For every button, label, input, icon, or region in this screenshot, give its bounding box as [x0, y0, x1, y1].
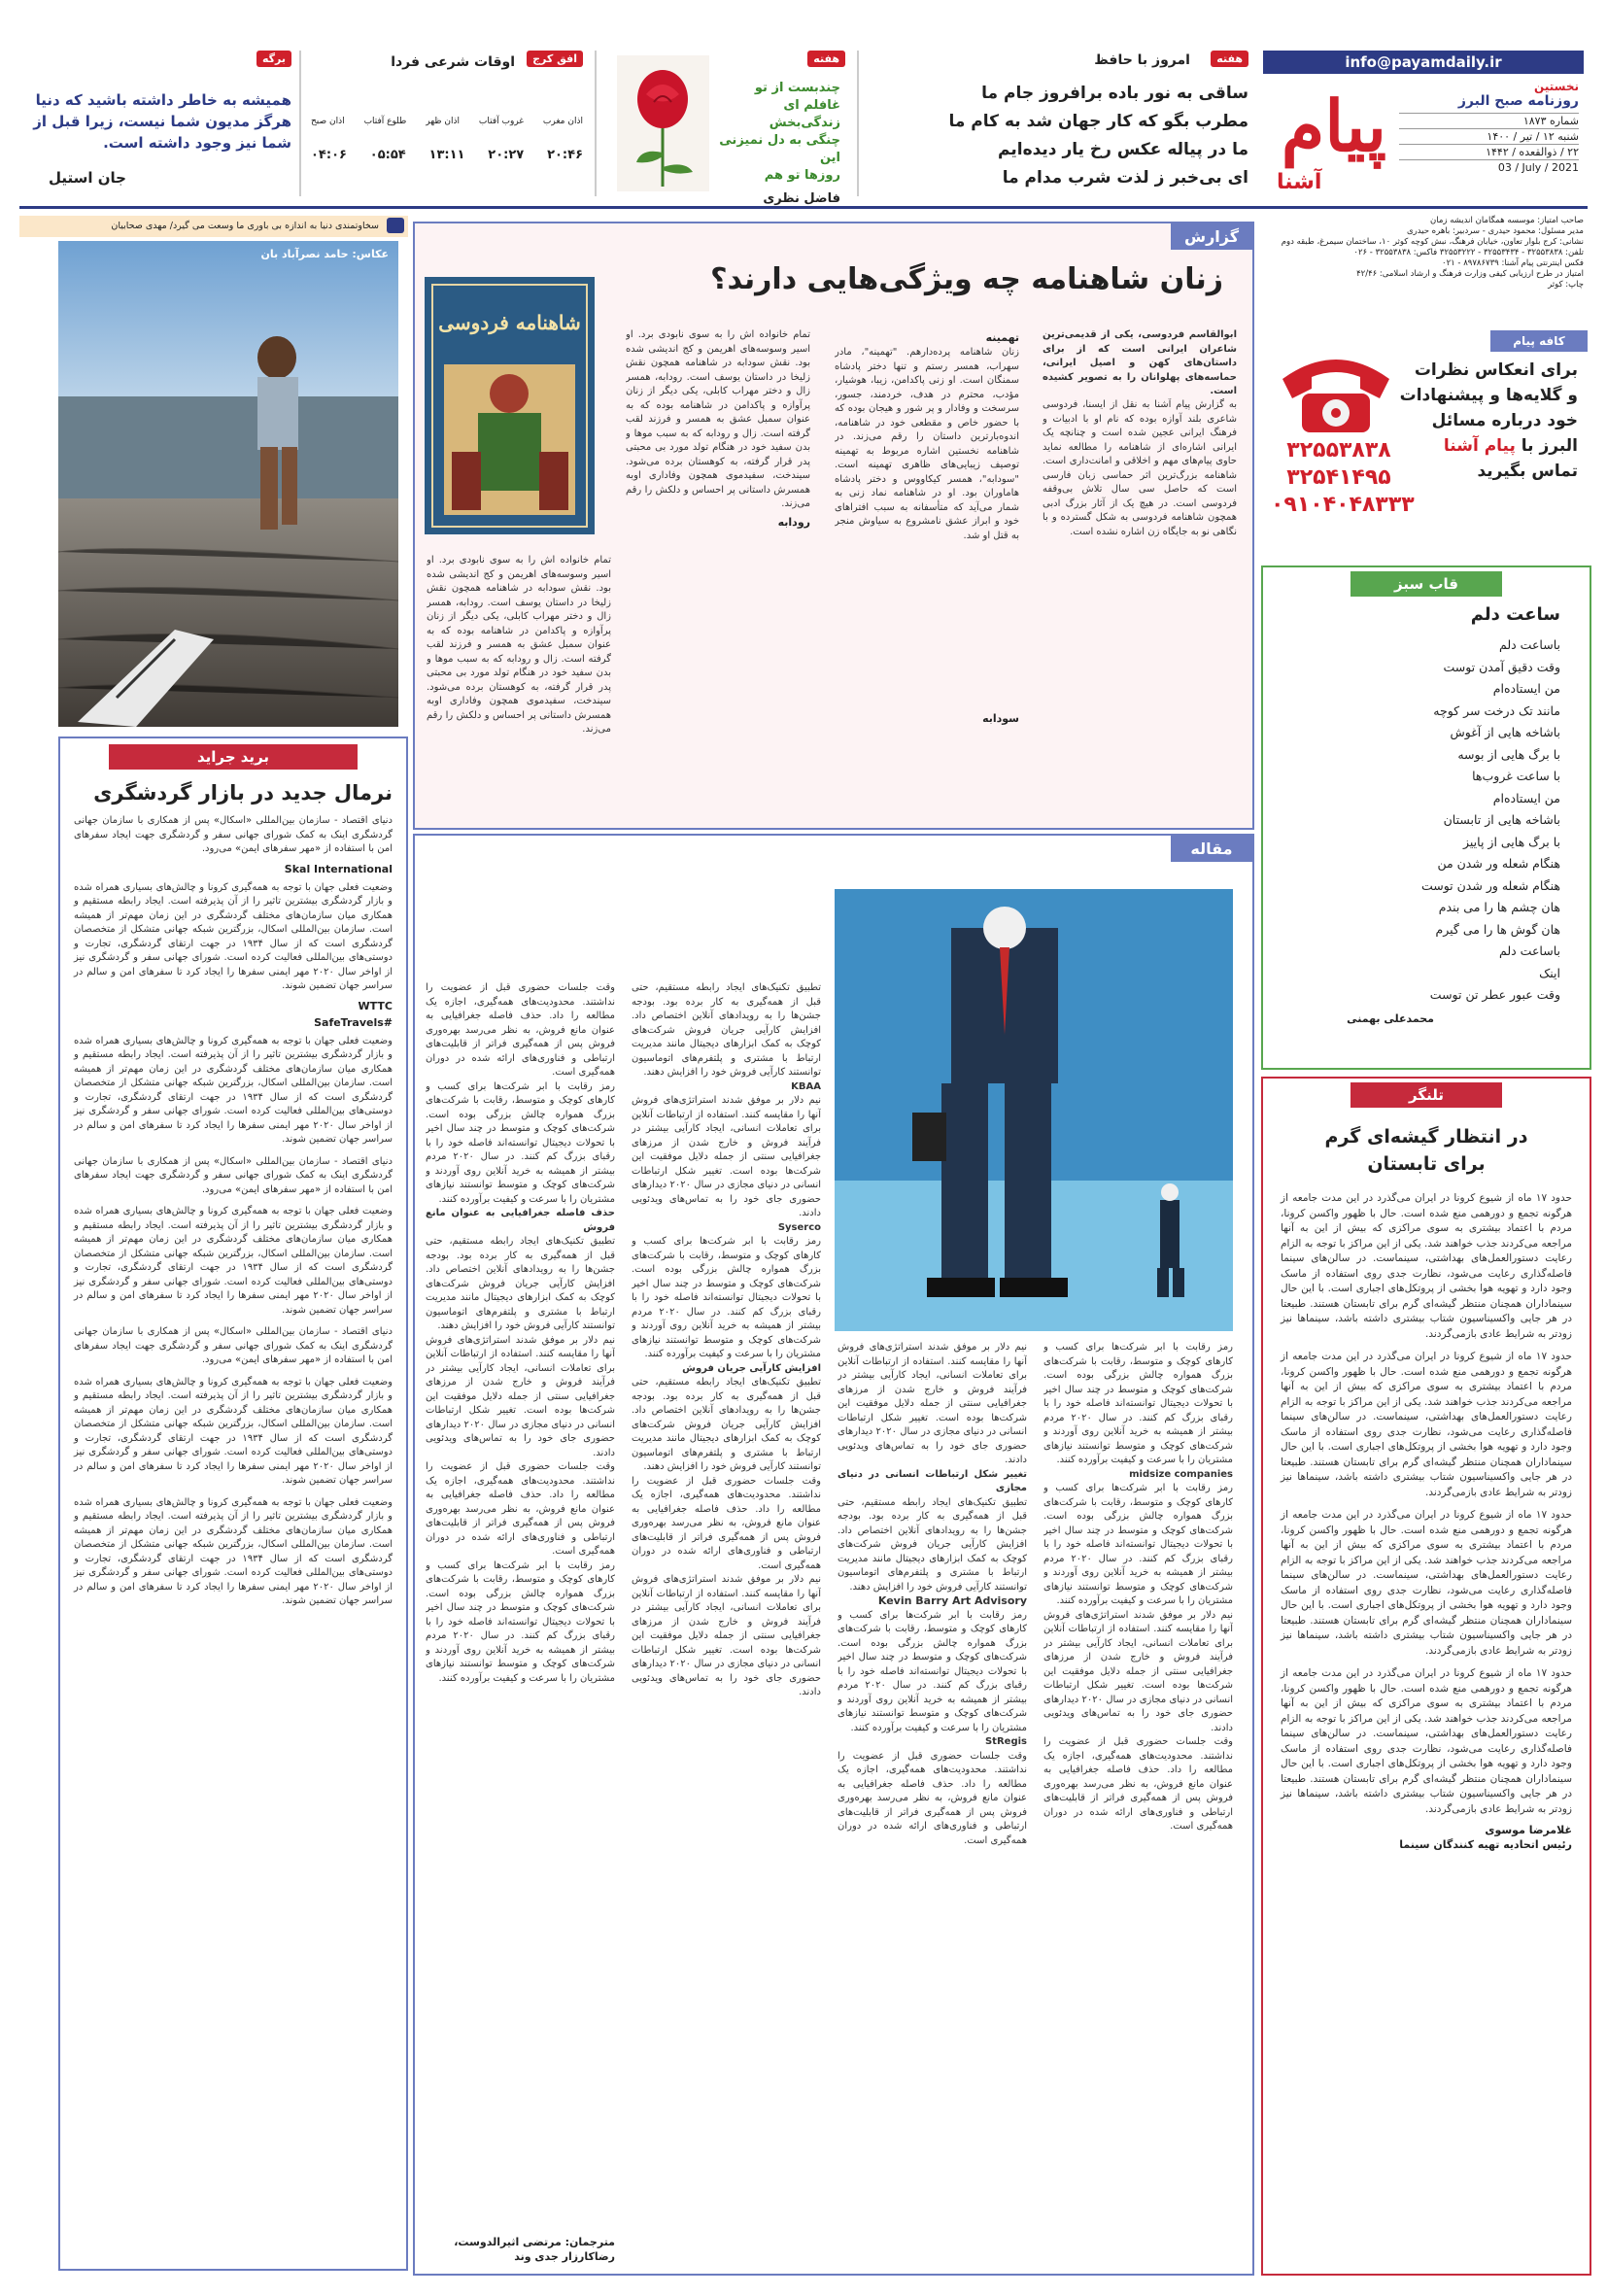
telegraph-body: حدود ۱۷ ماه از شیوع کرونا در ایران می‌گذرد در این مدت جامعه از هرگونه تجمع و دورهمی منع شده است. حال با ظهور واکسن کرونا، مردم با اعتماد بیشتری به سوی مراکزی که بیش از این به آنها مراجعه می‌کردند جذب خواهند شد. یکی از این مراکز با توجه به الزام رعایت دستورالعمل‌های بهداشتی، سینماست. در سالن‌های سینما فاصله‌گذاری رعایت می‌شود، نظارت جدی روی استفاده از ماسک وجود دارد و تهویه هوا بخشی از پروتکل‌های اجباری است. با این حال سینماداران همچنان منتظر گیشه‌ای گرم برای تابستان هستند. طبیعتا در هر جایی واکسیناسیون شتاب بیشتری داشته باشد، سینماها نیز زودتر به شرایط عادی بازمی‌گردند.: [1281, 1192, 1572, 1340]
green-title: ساعت دلم: [1470, 604, 1560, 625]
prayer-header: اذان صبح: [311, 117, 345, 126]
green-line: باساعت دلم: [1499, 943, 1560, 958]
article-col4-p2: رمز رقابت با ابر شرکت‌ها برای کسب و کارهای کوچک و متوسط، رقابت با شرکت‌های بزرگ همواره چالش بزرگی بوده است. شرکت‌های کوچک و متوسط در چند سال اخیر با تحولات دیجیتال توانسته‌اند فاصله خود را با رقبای بزرگ کم کنند. در سال ۲۰۲۰ مردم بیشتر از همیشه به خرید آنلاین روی آوردند و شرکت‌های کوچک و متوسط توانستند نیازهای مشتریان را با سرعت و کیفیت برآورده کنند.: [426, 1080, 615, 1205]
article-stregis: StRegis: [984, 1736, 1027, 1747]
hafez-line: ساقی به نور باده برافروز جام ما: [981, 84, 1248, 103]
green-line: مانند تک درخت سر کوچه: [1433, 703, 1560, 718]
telegraph-author: غلامرضا موسوی: [1485, 1824, 1572, 1836]
prayer-times: [311, 51, 583, 196]
quote-badge: برگه: [256, 51, 291, 67]
cafe-line: خود درباره مسائل: [1431, 411, 1578, 430]
green-line: وقت دقیق آمدن توست: [1443, 659, 1560, 674]
credit-line: امتیاز در طرح ارزیابی کیفی وزارت فرهنگ و ارشاد اسلامی: ۴۲/۴۶: [1356, 269, 1584, 279]
date-fa: شنبه ۱۲ / تیر / ۱۴۰۰: [1399, 128, 1579, 144]
green-line: من ایستاده‌ام: [1492, 681, 1560, 696]
article-col3-p4: تطبیق تکنیک‌های ایجاد رابطه مستقیم، حتی قبل از همه‌گیری به کار برده بود. بودجه جشن‌ها را به رویدادهای آنلاین اختصاص داد. افزایش کارآیی جریان فروش شرکت‌های کوچک به کمک ابزارهای دیجیتال مانند مدیریت ارتباط با مشتری و پلتفرم‌های اتوماسیون توانستند کارآیی فروش خود را افزایش دهند.: [632, 1377, 821, 1472]
article-col1-p4: وقت جلسات حضوری قبل از عضویت را نداشتند. محدودیت‌های همه‌گیری، اجازه یک مطالعه را داد. حذف فاصله جغرافیایی به عنوان مانع فروش، به نظر می‌رسد بهره‌وری فروش پس از همه‌گیری فراتر از قابلیت‌های ارتباطی و فناوری‌های ارائه شده در دوران همه‌گیری است.: [1043, 1736, 1233, 1832]
report-col4: تمام خانواده اش را به سوی نابودی برد. او اسیر وسوسه‌های اهریمن و کج اندیشی شده بود. نقش سودابه در شاهنامه همچون نقش زلیخا در داستان یوسف است. رودابه، همسر زال و دختر مهراب کابلی، یکی دیگر از زنان پرآوازه و پاکدامن در شاهنامه بوده که به عنوان سمبل عشق به همسر و فرزند لقب گرفته است. زال و رودابه که به سبب موها و بدن سفید خود در هنگام تولد مورد بی محبتی پدر قرار گرفته، به کوهستان برده می‌شود. سیندخت، سفیدموی همچون وفاداری اوبه همسرش داستانی پر احساس و دلکش را رقم می‌زند.: [427, 555, 611, 735]
article-col4-p3: تطبیق تکنیک‌های ایجاد رابطه مستقیم، حتی قبل از همه‌گیری به کار برده بود. بودجه جشن‌ها را به رویدادهای آنلاین اختصاص داد. افزایش کارآیی جریان فروش شرکت‌های کوچک به کمک ابزارهای دیجیتال مانند مدیریت ارتباط با مشتری و پلتفرم‌های اتوماسیون توانستند کارآیی فروش خود را افزایش دهند.: [426, 1236, 615, 1331]
news-body-cont5: وضعیت فعلی جهان با توجه به همه‌گیری کرونا و چالش‌های بسیاری همراه شده و بازار گردشگری بیشترین تاثیر را از آن پذیرفته است. ایجاد رابطه مستقیم و همکاری میان سازمان‌های مختلف گردشگری در این زمان مهم‌تر از همیشه است. سازمان بین‌المللی اسکال، بزرگترین شبکه جهانی متشکل از متخصصان گردشگری است که از سال ۱۹۳۴ در جهت ارتقای گردشگری، تجارت و دوستی‌های بین‌المللی فعالیت کرده است. شورای جهانی سفر و گردشگری نیز از اواخر سال ۲۰۲۰ مهر ایمنی سفرها را ایجاد کرد تا سفرهای امن و سالم در سراسر جهان تضمین شوند.: [74, 1376, 393, 1486]
poem-author: فاضل نظری: [763, 191, 840, 206]
news-safe: SafeTravels#: [314, 1015, 393, 1029]
green-line: من ایستاده‌ام: [1492, 790, 1560, 805]
telegraph-body-2: حدود ۱۷ ماه از شیوع کرونا در ایران می‌گذرد در این مدت جامعه از هرگونه تجمع و دورهمی منع شده است. حال با ظهور واکسن کرونا، مردم با اعتماد بیشتری به سوی مراکزی که بیش از این به آنها مراجعه می‌کردند جذب خواهند شد. یکی از این مراکز با توجه به الزام رعایت دستورالعمل‌های بهداشتی، سینماست. در سالن‌های سینما فاصله‌گذاری رعایت می‌شود، نظارت جدی روی استفاده از ماسک وجود دارد و تهویه هوا بخشی از پروتکل‌های اجباری است. با این حال سینماداران همچنان منتظر گیشه‌ای گرم برای تابستان هستند. طبیعتا در هر جایی واکسیناسیون شتاب بیشتری داشته باشد، سینماها نیز زودتر به شرایط عادی بازمی‌گردند.: [1281, 1351, 1572, 1498]
article-col3-p3: رمز رقابت با ابر شرکت‌ها برای کسب و کارهای کوچک و متوسط، رقابت با شرکت‌های بزرگ همواره چالش بزرگی بوده است. شرکت‌های کوچک و متوسط در چند سال اخیر با تحولات دیجیتال توانسته‌اند فاصله خود را با رقبای بزرگ کم کنند. در سال ۲۰۲۰ مردم بیشتر از همیشه به خرید آنلاین روی آوردند و شرکت‌های کوچک و متوسط توانستند نیازهای مشتریان را با سرعت و کیفیت برآورده کنند.: [632, 1236, 821, 1359]
green-line: وقت عبور عطر تن توست: [1429, 987, 1560, 1002]
report-col2: زنان شاهنامه پرده‌دارهم. "تهمینه"، مادر سهراب، همسر رستم و تنها دختر پادشاه سمنگان است. او زنی پاکدامن، زیبا، هوشیار، مؤدب، محترم در هدف، خردمند، جسور، سرسخت و وفادار و پر شور و هیجان بوده که با حضور خاص و مقطعی خود در شاهنامه، اندوه‌بارترین داستان را رقم می‌زند. در شاهنامه نخستین اشاره مربوط به تهمینه توصیف زیبایی‌های ظاهری تهمینه است. "سودابه"، همسر کیکاووس و دختر پادشاه هاماوران بود. او در شاهنامه نماد زنی به شمار می‌آید که متأسفانه به سبب افتراهای خود و ابراز عشق نامشروع به سیاوش منجر به قتل او شد.: [835, 347, 1019, 541]
article-col3-p5: وقت جلسات حضوری قبل از عضویت را نداشتند. محدودیت‌های همه‌گیری، اجازه یک مطالعه را داد. حذف فاصله جغرافیایی به عنوان مانع فروش، به نظر می‌رسد بهره‌وری فروش پس از همه‌گیری فراتر از قابلیت‌های ارتباطی و فناوری‌های ارائه شده در دوران همه‌گیری است.: [632, 1475, 821, 1571]
green-line: با برگ هایی از پاییز: [1463, 834, 1560, 849]
cafe-line: البرز با: [1521, 436, 1578, 456]
poem-line: زندگی‌بخش: [769, 116, 840, 130]
telegraph-headline: در انتظار گیشه‌ای گرم برای تابستان: [1324, 1126, 1528, 1175]
article-col3-p: تطبیق تکنیک‌های ایجاد رابطه مستقیم، حتی قبل از همه‌گیری به کار برده بود. بودجه جشن‌ها را به رویدادهای آنلاین اختصاص داد. افزایش کارآیی جریان فروش شرکت‌های کوچک به کمک ابزارهای دیجیتال مانند مدیریت ارتباط با مشتری و پلتفرم‌های اتوماسیون توانستند کارآیی فروش خود را افزایش دهند.: [632, 982, 821, 1078]
article-translator: مترجمان: مرتضی اثیرالدوست، رضاکارزار جدی وند: [454, 2236, 615, 2263]
prayer-value: ۱۳:۱۱: [428, 148, 465, 162]
cafe-payam: [1261, 330, 1588, 554]
rose-icon: [617, 55, 709, 191]
green-section: قاب سبز: [1351, 571, 1502, 597]
credits: [1263, 216, 1584, 291]
news-section: برید جراید: [109, 744, 358, 770]
article-section: مقاله: [1171, 836, 1252, 862]
article-kbaa-title: Kevin Barry Art Advisory: [877, 1594, 1027, 1607]
article-col3-p2: نیم دلار بر موفق شدند استراتژی‌های فروش آنها را مقایسه کنند. استفاده از ارتباطات آنلاین برای تعاملات انسانی، ایجاد کارآیی بیشتر در فرآیند فروش و خارج شدن از مرزهای جغرافیایی سنتی از جمله دلایل موفقیت این شرکت‌ها بوده است. تغییر شکل ارتباطات انسانی در دنیای مجازی در سال ۲۰۲۰ دیدارهای حضوری جای خود را به تماس‌های ویدئویی دادند.: [632, 1095, 821, 1218]
photo-credit: عکاس: حامد نصرآباد بان: [260, 248, 389, 260]
news-body-cont: وضعیت فعلی جهان با توجه به همه‌گیری کرونا و چالش‌های بسیاری همراه شده و بازار گردشگری بیشترین تاثیر را از آن پذیرفته است. ایجاد رابطه مستقیم و همکاری میان سازمان‌های مختلف گردشگری در این زمان مهم‌تر از همیشه است. سازمان بین‌المللی اسکال، بزرگترین شبکه جهانی متشکل از متخصصان گردشگری است که از سال ۱۹۳۴ در جهت ارتقای گردشگری، تجارت و دوستی‌های بین‌المللی فعالیت کرده است. شورای جهانی سفر و گردشگری نیز از اواخر سال ۲۰۲۰ مهر ایمنی سفرها را ایجاد کرد تا سفرهای امن و سالم در سراسر جهان تضمین شوند.: [74, 1035, 393, 1145]
logo: پیام: [1281, 85, 1386, 167]
article-col4: [426, 981, 615, 2235]
article-col4-p: وقت جلسات حضوری قبل از عضویت را نداشتند. محدودیت‌های همه‌گیری، اجازه یک مطالعه را داد. حذف فاصله جغرافیایی به عنوان مانع فروش، به نظر می‌رسد بهره‌وری فروش پس از همه‌گیری فراتر از قابلیت‌های ارتباطی و فناوری‌های ارائه شده در دوران همه‌گیری است.: [426, 982, 615, 1078]
hafez-badge: هفته: [1211, 51, 1248, 67]
left-column: [19, 216, 408, 2274]
green-line: با ساعت غروب‌ها: [1472, 769, 1560, 783]
credit-line: صاحب امتیاز: موسسه همگامان اندیشه زمان: [1430, 216, 1584, 225]
hafez-box: [874, 51, 1248, 196]
green-line: هان چشم ها را می بندم: [1438, 900, 1560, 914]
hafez-line: ما در پیاله عکس رخ یار دیده‌ایم: [998, 140, 1248, 159]
article-col3-p6: نیم دلار بر موفق شدند استراتژی‌های فروش آنها را مقایسه کنند. استفاده از ارتباطات آنلاین برای تعاملات انسانی، ایجاد کارآیی بیشتر در فرآیند فروش و خارج شدن از مرزهای جغرافیایی سنتی از جمله دلایل موفقیت این شرکت‌ها بوده است. تغییر شکل ارتباطات انسانی در دنیای مجازی در سال ۲۰۲۰ دیدارهای حضوری جای خود را به تماس‌های ویدئویی دادند.: [632, 1574, 821, 1697]
date-hijri: ۲۲ / ذوالقعده / ۱۴۴۲: [1399, 144, 1579, 159]
quote-text: همیشه به خاطر داشته باشید که دنیا هرگز مدیون شما نیست، زیرا قبل از شما نیز وجود داشته است.: [33, 91, 291, 152]
issue: شماره ۱۸۷۳: [1399, 113, 1579, 128]
cafe-label: کافه پیام: [1490, 330, 1588, 352]
article-col1: [1043, 1341, 1233, 2235]
prayer-title: اوقات شرعی فردا: [391, 54, 515, 70]
article-col4-p6: رمز رقابت با ابر شرکت‌ها برای کسب و کارهای کوچک و متوسط، رقابت با شرکت‌های بزرگ همواره چالش بزرگی بوده است. شرکت‌های کوچک و متوسط در چند سال اخیر با تحولات دیجیتال توانسته‌اند فاصله خود را با رقبای بزرگ کم کنند. در سال ۲۰۲۰ مردم بیشتر از همیشه به خرید آنلاین روی آوردند و شرکت‌های کوچک و متوسط توانستند نیازهای مشتریان را با سرعت و کیفیت برآورده کنند.: [426, 1559, 615, 1684]
report-headline: زنان شاهنامه چه ویژگی‌هایی دارند؟: [710, 262, 1223, 296]
report-sub1: تهمینه: [985, 331, 1019, 344]
telephone-icon: [1273, 340, 1399, 437]
green-line: هنگام شعله ور شدن من: [1437, 856, 1560, 871]
article-col2-p: نیم دلار بر موفق شدند استراتژی‌های فروش آنها را مقایسه کنند. استفاده از ارتباطات آنلاین برای تعاملات انسانی، ایجاد کارآیی بیشتر در فرآیند فروش و خارج شدن از مرزهای جغرافیایی سنتی از جمله دلایل موفقیت این شرکت‌ها بوده است. تغییر شکل ارتباطات انسانی در دنیای مجازی در سال ۲۰۲۰ دیدارهای حضوری جای خود را به تماس‌های ویدئویی دادند.: [838, 1342, 1027, 1465]
hafez-title: امروز با حافظ: [1094, 52, 1190, 68]
telegraph-section: تلنگر: [1351, 1082, 1502, 1108]
poem-line: چندبست از تو غافلم ای: [754, 81, 840, 113]
news-body-cont2: دنیای اقتصاد - سازمان بین‌المللی «اسکال» پس از همکاری با سازمان جهانی گردشگری اینک به کمک شورای جهانی سفر و گردشگری جهت ایجاد سفرهای امن با استفاده از «مهر سفرهای ایمن» می‌رود.: [74, 1155, 393, 1195]
hafez-line: ای بی‌خبر ز لذت شرب مدام ما: [1002, 168, 1248, 188]
prayer-header: اذان مغرب: [542, 117, 583, 126]
green-line: هنگام شعله ور شدن توست: [1420, 877, 1560, 893]
report-sub3: سودابه: [982, 712, 1019, 725]
prayer-value: ۲۰:۴۶: [547, 148, 583, 162]
green-line: هان گوش ها را می گیرم: [1435, 921, 1560, 937]
book-title: شاهنامه فردوسی: [438, 311, 581, 334]
green-line: باشاخه هایی از تابستان: [1443, 812, 1560, 827]
credit-line: نشانی: کرج بلوار تعاون، خیابان فرهنگ، نبش کوچه کوثر ۱۰، ساختمان سیمرغ، طبقه دوم: [1281, 237, 1584, 247]
cafe-line: و گلایه‌ها و پیشنهادات: [1399, 386, 1578, 405]
cafe-line: برای انعکاس نظرات: [1414, 360, 1578, 380]
photo-caption-text: سخاوتمندی دنیا به اندازه بی باوری ما وسعت می گیرد/ مهدی صحابیان: [111, 221, 379, 231]
green-poem: [1261, 565, 1591, 1070]
credit-line: مدیر مسئول: محمود حیدری - سردبیر: باهره حیدری: [1406, 226, 1584, 236]
telegraph: [1261, 1077, 1591, 2276]
news-skal: Skal International: [284, 862, 393, 875]
report-col3: تمام خانواده اش را به سوی نابودی برد. او اسیر وسوسه‌های اهریمن و کج اندیشی شده بود. نقش سودابه در شاهنامه همچون نقش زلیخا در داستان یوسف است. رودابه، همسر زال و دختر مهراب کابلی، یکی دیگر از زنان پرآوازه و پاکدامن در شاهنامه بوده که به عنوان سمبل عشق به همسر و فرزند لقب گرفته است. زال و رودابه که به سبب موها و بدن سفید خود در هنگام تولد مورد بی محبتی پدر قرار گرفته، به کوهستان برده می‌شود. سیندخت، سفیدموی همچون وفاداری اوبه همسرش داستانی پر احساس و دلکش را رقم می‌زند.: [626, 329, 810, 509]
article-col2: [838, 1341, 1027, 2235]
article-col1-p: رمز رقابت با ابر شرکت‌ها برای کسب و کارهای کوچک و متوسط، رقابت با شرکت‌های بزرگ همواره چالش بزرگی بوده است. شرکت‌های کوچک و متوسط در چند سال اخیر با تحولات دیجیتال توانسته‌اند فاصله خود را با رقبای بزرگ کم کنند. در سال ۲۰۲۰ مردم بیشتر از همیشه به خرید آنلاین روی آوردند و شرکت‌های کوچک و متوسط توانستند نیازهای مشتریان را با سرعت و کیفیت برآورده کنند.: [1043, 1342, 1233, 1465]
green-line: اینک: [1539, 965, 1560, 980]
news-lead: دنیای اقتصاد - سازمان بین‌المللی «اسکال» پس از همکاری با سازمان جهانی گردشگری اینک به کمک شورای جهانی سفر و گردشگری جهت ایجاد سفرهای امن با استفاده از «مهر سفرهای ایمن» می‌رود.: [74, 815, 393, 854]
telegraph-author-title: رئیس اتحادیه تهیه کنندگان سینما: [1399, 1838, 1572, 1851]
cafe-phone[interactable]: ۰۹۱۰۴۰۴۸۳۳۳: [1271, 493, 1415, 517]
photo-caption: [19, 216, 408, 237]
report-sub2: رودابه: [777, 516, 810, 529]
business-illustration: [835, 889, 1233, 1331]
camera-icon: [387, 218, 404, 233]
masthead: [1263, 51, 1584, 290]
article-kbaa: KBAA: [791, 1080, 821, 1092]
top-strip: [19, 51, 1253, 206]
article-sub3: حذف فاصله جغرافیایی به عنوان مانع فروش: [426, 1208, 615, 1233]
news-box: [58, 737, 408, 2271]
news-body-cont3: وضعیت فعلی جهان با توجه به همه‌گیری کرونا و چالش‌های بسیاری همراه شده و بازار گردشگری بیشترین تاثیر را از آن پذیرفته است. ایجاد رابطه مستقیم و همکاری میان سازمان‌های مختلف گردشگری در این زمان مهم‌تر از همیشه است. سازمان بین‌المللی اسکال، بزرگترین شبکه جهانی متشکل از متخصصان گردشگری است که از سال ۱۹۳۴ در جهت ارتقای گردشگری، تجارت و دوستی‌های بین‌المللی فعالیت کرده است. شورای جهانی سفر و گردشگری نیز از اواخر سال ۲۰۲۰ مهر ایمنی سفرها را ایجاد کرد تا سفرهای امن و سالم در سراسر جهان تضمین شوند.: [74, 1206, 393, 1316]
report-col1: به گزارش پیام آشنا به نقل از ایسنا، فردوسی شاعری بلند آوازه بوده که نام او با ادبیات و فرهنگ ایرانی عجین شده است و چنانچه یک ایرانی اشاره‌ای از شاهنامه را مطالعه نماید حاوی پیام‌های مهم و اخلاقی و امانت‌داری است. شاهنامه بزرگ‌ترین اثر حماسی زبان فارسی است که حاصل سی سال تلاش بی‌وقفه فردوسی است. در هیچ یک از آثار بزرگ ادبی همچون شاهنامه فردوسی به شکل گسترده و با نگاهی نو به جایگاه زن اشاره نشده است.: [1043, 399, 1237, 537]
article-col2-p3: رمز رقابت با ابر شرکت‌ها برای کسب و کارهای کوچک و متوسط، رقابت با شرکت‌های بزرگ همواره چالش بزرگی بوده است. شرکت‌های کوچک و متوسط در چند سال اخیر با تحولات دیجیتال توانسته‌اند فاصله خود را با رقبای بزرگ کم کنند. در سال ۲۰۲۰ مردم بیشتر از همیشه به خرید آنلاین روی آوردند و شرکت‌های کوچک و متوسط توانستند نیازهای مشتریان را با سرعت و کیفیت برآورده کنند.: [838, 1609, 1027, 1733]
article-sub2: افزایش کارآیی جریان فروش: [682, 1362, 821, 1374]
email[interactable]: info@payamdaily.ir: [1263, 51, 1584, 74]
news-wttc: WTTC: [358, 999, 393, 1012]
article-col1-p2: رمز رقابت با ابر شرکت‌ها برای کسب و کارهای کوچک و متوسط، رقابت با شرکت‌های بزرگ همواره چالش بزرگی بوده است. شرکت‌های کوچک و متوسط در چند سال اخیر با تحولات دیجیتال توانسته‌اند فاصله خود را با رقبای بزرگ کم کنند. در سال ۲۰۲۰ مردم بیشتر از همیشه به خرید آنلاین روی آوردند و شرکت‌های کوچک و متوسط توانستند نیازهای مشتریان را با سرعت و کیفیت برآورده کنند.: [1043, 1483, 1233, 1606]
quote-author: جان استیل: [49, 169, 126, 187]
cafe-phone[interactable]: ۳۲۵۴۱۴۹۵: [1286, 465, 1391, 490]
cafe-phone[interactable]: ۳۲۵۵۳۸۳۸: [1286, 438, 1391, 463]
article-col2-p4: وقت جلسات حضوری قبل از عضویت را نداشتند. محدودیت‌های همه‌گیری، اجازه یک مطالعه را داد. حذف فاصله جغرافیایی به عنوان مانع فروش، به نظر می‌رسد بهره‌وری فروش پس از همه‌گیری فراتر از قابلیت‌های ارتباطی و فناوری‌های ارائه شده در دوران همه‌گیری است.: [838, 1750, 1027, 1846]
report-section: گزارش: [1171, 223, 1252, 250]
prayer-badge: افق کرج: [527, 51, 583, 67]
article-col4-p4: نیم دلار بر موفق شدند استراتژی‌های فروش آنها را مقایسه کنند. استفاده از ارتباطات آنلاین برای تعاملات انسانی، ایجاد کارآیی بیشتر در فرآیند فروش و خارج شدن از مرزهای جغرافیایی سنتی از جمله دلایل موفقیت این شرکت‌ها بوده است. تغییر شکل ارتباطات انسانی در دنیای مجازی در سال ۲۰۲۰ دیدارهای حضوری جای خود را به تماس‌های ویدئویی دادند.: [426, 1334, 615, 1458]
poem-badge: هفته: [807, 51, 845, 67]
quote-box: [19, 51, 291, 196]
telegraph-body-3: حدود ۱۷ ماه از شیوع کرونا در ایران می‌گذرد در این مدت جامعه از هرگونه تجمع و دورهمی منع شده است. حال با ظهور واکسن کرونا، مردم با اعتماد بیشتری به سوی مراکزی که بیش از این به آنها مراجعه می‌کردند جذب خواهند شد. یکی از این مراکز با توجه به الزام رعایت دستورالعمل‌های بهداشتی، سینماست. در سالن‌های سینما فاصله‌گذاری رعایت می‌شود، نظارت جدی روی استفاده از ماسک وجود دارد و تهویه هوا بخشی از پروتکل‌های اجباری است. با این حال سینماداران همچنان منتظر گیشه‌ای گرم برای تابستان هستند. طبیعتا در هر جایی واکسیناسیون شتاب بیشتری داشته باشد، سینماها نیز زودتر به شرایط عادی بازمی‌گردند.: [1281, 1509, 1572, 1657]
prayer-value: ۲۰:۲۷: [488, 148, 525, 162]
article-col1-p3: نیم دلار بر موفق شدند استراتژی‌های فروش آنها را مقایسه کنند. استفاده از ارتباطات آنلاین برای تعاملات انسانی، ایجاد کارآیی بیشتر در فرآیند فروش و خارج شدن از مرزهای جغرافیایی سنتی از جمله دلایل موفقیت این شرکت‌ها بوده است. تغییر شکل ارتباطات انسانی در دنیای مجازی در سال ۲۰۲۰ دیدارهای حضوری جای خود را به تماس‌های ویدئویی دادند.: [1043, 1609, 1233, 1733]
beach-photo: [58, 241, 398, 727]
poem-line: چنگی به دل نمیزنی این: [719, 133, 840, 165]
report-lead: ابوالقاسم فردوسی، یکی از قدیمی‌ترین شاعران ایرانی است که از برای داستان‌های کهن و اصیل ایرانی، حماسه‌های پهلوانان را به تصویر کشیده است.: [1043, 329, 1237, 396]
tagline: روزنامه صبح البرز: [1457, 93, 1579, 109]
poem-box: [612, 51, 845, 206]
article-col2-p2: تطبیق تکنیک‌های ایجاد رابطه مستقیم، حتی قبل از همه‌گیری به کار برده بود. بودجه جشن‌ها را به رویدادهای آنلاین اختصاص داد. افزایش کارآیی جریان فروش شرکت‌های کوچک به کمک ابزارهای دیجیتال مانند مدیریت ارتباط با مشتری و پلتفرم‌های اتوماسیون توانستند کارآیی فروش خود را افزایش دهند.: [838, 1496, 1027, 1593]
news-headline: نرمال جدید در بازار گردشگری: [93, 781, 393, 805]
article-midsize: midsize companies: [1129, 1468, 1233, 1480]
mast-info: [1399, 80, 1579, 175]
article-col4-p5: وقت جلسات حضوری قبل از عضویت را نداشتند. محدودیت‌های همه‌گیری، اجازه یک مطالعه را داد. حذف فاصله جغرافیایی به عنوان مانع فروش، به نظر می‌رسد بهره‌وری فروش پس از همه‌گیری فراتر از قابلیت‌های ارتباطی و فناوری‌های ارائه شده در دوران همه‌گیری است.: [426, 1461, 615, 1557]
article-syserco: Syserco: [777, 1221, 821, 1233]
credit-line: تلفن: ۳۲۵۵۳۸۳۸ - ۳۲۵۵۳۴۳۴ - ۳۲۵۵۳۲۲۲ فاکس: ۳۲۵۵۳۸۳۸ - ۰۲۶: [1353, 248, 1584, 257]
report-box: [413, 222, 1254, 830]
news-body-cont4: دنیای اقتصاد - سازمان بین‌المللی «اسکال» پس از همکاری با سازمان جهانی گردشگری اینک به کمک شورای جهانی سفر و گردشگری جهت ایجاد سفرهای امن با استفاده از «مهر سفرهای ایمن» می‌رود.: [74, 1326, 393, 1365]
article-col3: [632, 981, 821, 2235]
prayer-header: اذان ظهر: [426, 117, 460, 126]
article-box: [413, 834, 1254, 2276]
credit-line: چاپ: کوثر: [1548, 280, 1584, 290]
tagline-small: نخستین: [1534, 80, 1579, 93]
telegraph-body-4: حدود ۱۷ ماه از شیوع کرونا در ایران می‌گذرد در این مدت جامعه از هرگونه تجمع و دورهمی منع شده است. حال با ظهور واکسن کرونا، مردم با اعتماد بیشتری به سوی مراکزی که بیش از این به آنها مراجعه می‌کردند جذب خواهند شد. یکی از این مراکز با توجه به الزام رعایت دستورالعمل‌های بهداشتی، سینماست. در سالن‌های سینما فاصله‌گذاری رعایت می‌شود، نظارت جدی روی استفاده از ماسک وجود دارد و تهویه هوا بخشی از پروتکل‌های اجباری است. با این حال سینماداران همچنان منتظر گیشه‌ای گرم برای تابستان هستند. طبیعتا در هر جایی واکسیناسیون شتاب بیشتری داشته باشد، سینماها نیز زودتر به شرایط عادی بازمی‌گردند.: [1281, 1667, 1572, 1815]
logo-sub: آشنا: [1277, 170, 1322, 194]
credit-line: فکس اینترنتی پیام آشنا: ۸۹۷۸۶۷۳۹ - ۰۲۱: [1442, 258, 1584, 268]
cafe-brand: پیام آشنا: [1443, 436, 1516, 456]
green-author: محمدعلی بهمنی: [1347, 1011, 1434, 1025]
cafe-line: تماس بگیرید: [1477, 462, 1578, 481]
date-en: 03 / July / 2021: [1399, 159, 1579, 175]
prayer-header: غروب آفتاب: [478, 117, 524, 126]
news-body: وضعیت فعلی جهان با توجه به همه‌گیری کرونا و چالش‌های بسیاری همراه شده و بازار گردشگری بیشترین تاثیر را از آن پذیرفته است. ایجاد رابطه مستقیم و همکاری میان سازمان‌های مختلف گردشگری در این زمان مهم‌تر از همیشه است. سازمان بین‌المللی اسکال، بزرگترین شبکه جهانی متشکل از متخصصان گردشگری است که از سال ۱۹۳۴ در جهت ارتقای گردشگری، تجارت و دوستی‌های بین‌المللی فعالیت کرده است. شورای جهانی سفر و گردشگری نیز از اواخر سال ۲۰۲۰ مهر ایمنی سفرها را ایجاد کرد تا سفرهای امن و سالم در سراسر جهان تضمین شوند.: [74, 881, 393, 991]
hafez-line: مطرب بگو که کار جهان شد به کام ما: [948, 112, 1248, 131]
poem-line: روزها تو هم: [764, 168, 840, 183]
green-line: با برگ هایی از بوسه: [1457, 746, 1560, 762]
prayer-header: طلوع آفتاب: [363, 117, 407, 126]
news-body-cont6: وضعیت فعلی جهان با توجه به همه‌گیری کرونا و چالش‌های بسیاری همراه شده و بازار گردشگری بیشترین تاثیر را از آن پذیرفته است. ایجاد رابطه مستقیم و همکاری میان سازمان‌های مختلف گردشگری در این زمان مهم‌تر از همیشه است. سازمان بین‌المللی اسکال، بزرگترین شبکه جهانی متشکل از متخصصان گردشگری است که از سال ۱۹۳۴ در جهت ارتقای گردشگری، تجارت و دوستی‌های بین‌المللی فعالیت کرده است. شورای جهانی سفر و گردشگری نیز از اواخر سال ۲۰۲۰ مهر ایمنی سفرها را ایجاد کرد تا سفرهای امن و سالم در سراسر جهان تضمین شوند.: [74, 1496, 393, 1606]
green-line: باشاخه هایی از آغوش: [1450, 725, 1560, 739]
prayer-value: ۰۵:۵۴: [369, 148, 406, 162]
prayer-value: ۰۴:۰۶: [311, 148, 347, 162]
article-sub1: تغییر شکل ارتباطات انسانی در دنیای مجازی: [838, 1468, 1027, 1493]
green-line: باساعت دلم: [1499, 637, 1560, 652]
